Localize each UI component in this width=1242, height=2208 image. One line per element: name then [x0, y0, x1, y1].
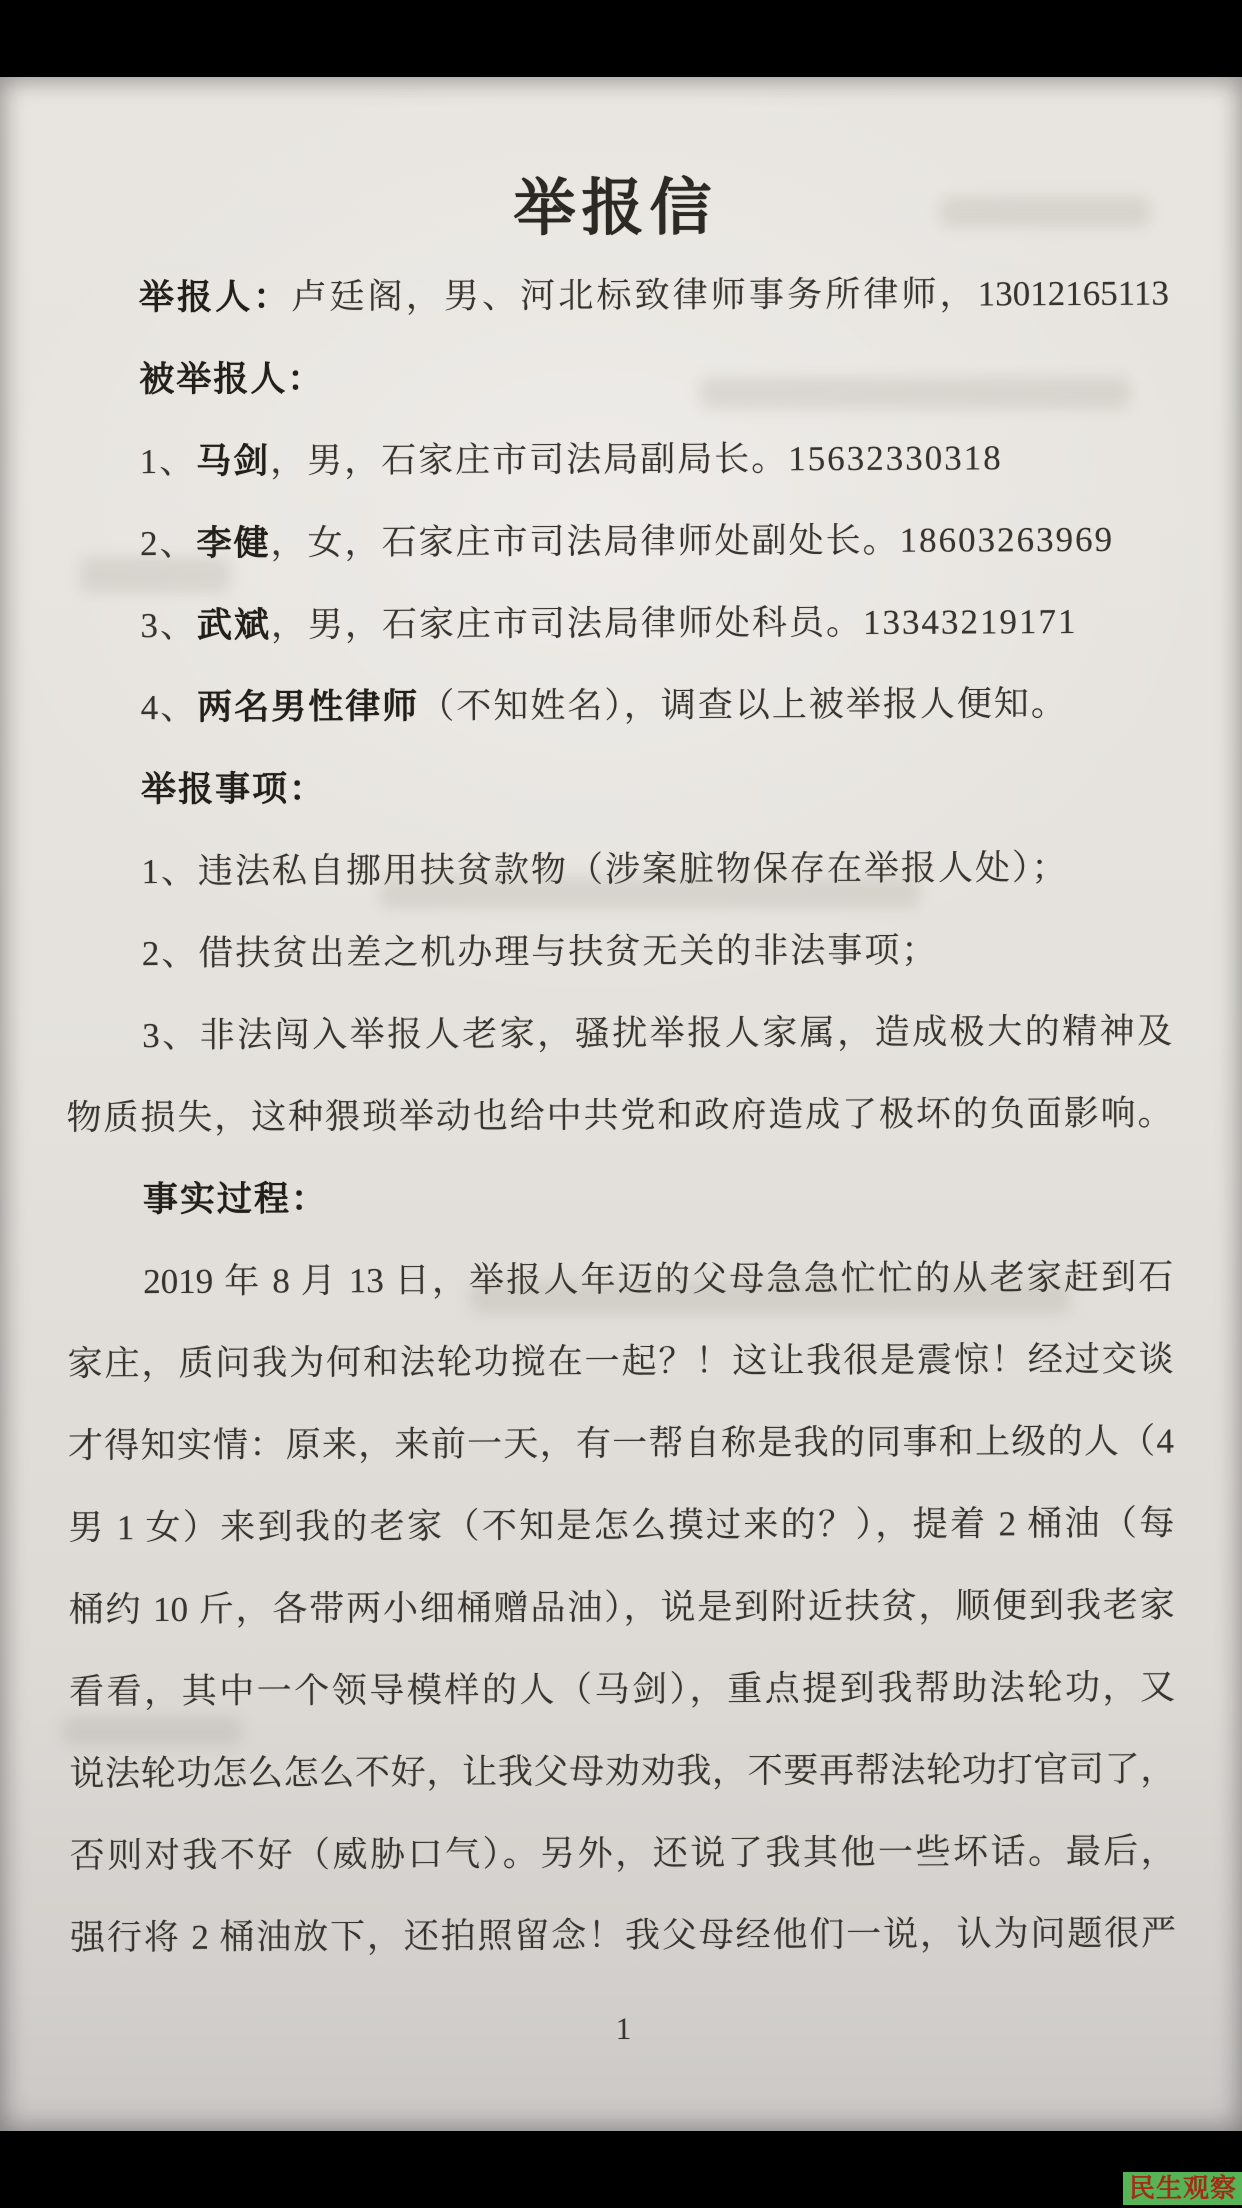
document-photo: [0, 77, 1242, 2131]
text-segment: 4、: [140, 687, 198, 728]
document-lines: [63, 253, 1177, 1980]
text-segment: 3、非法闯入举报人老家，骚扰举报人家属，造成极大的精神及: [142, 1011, 1173, 1056]
document-line: [65, 827, 1171, 914]
document-line: [65, 745, 1171, 832]
letterbox-top: [0, 0, 1242, 77]
document-page: [0, 74, 1242, 2061]
document-line: [69, 1565, 1175, 1652]
text-segment: ，男，石家庄市司法局副局长。15632330318: [270, 438, 1003, 481]
document-line: [64, 499, 1170, 586]
text-segment: （不知姓名），调查以上被举报人便知。: [419, 684, 1068, 726]
document-line: [67, 1319, 1173, 1406]
page-number: 1: [615, 2010, 632, 2047]
text-segment: 卢廷阁，男、河北标致律师事务所律师，13012165113: [291, 273, 1170, 317]
document-line: [67, 1237, 1173, 1324]
document-line: [65, 663, 1171, 750]
document-line: [68, 1401, 1174, 1488]
document-line: [63, 335, 1169, 422]
text-segment: 2、借扶贫出差之机办理与扶贫无关的非法事项；: [141, 930, 939, 974]
text-segment: 才得知实情：原来，来前一天，有一帮自称是我的同事和上级的人（4: [67, 1421, 1175, 1466]
document-line: [70, 1893, 1176, 1980]
document-line: [66, 1073, 1172, 1160]
document-line: [63, 417, 1169, 504]
text-segment: 马剑: [196, 441, 271, 481]
text-segment: 1、违法私自挪用扶贫款物（涉案脏物保存在举报人处）；: [141, 848, 1069, 892]
text-segment: 物质损失，这种猥琐举动也给中共党和政府造成了极坏的负面影响。: [66, 1093, 1173, 1138]
text-segment: 否则对我不好（威胁口气）。另外，还说了我其他一些坏话。最后，: [69, 1831, 1176, 1876]
letterbox-bottom: [0, 2131, 1242, 2208]
document-line: [66, 991, 1172, 1078]
document-line: [70, 1811, 1176, 1898]
text-segment: ，男，石家庄市司法局律师处科员。13343219171: [270, 602, 1078, 645]
text-segment: 2、: [139, 523, 197, 564]
text-segment: 1、: [139, 441, 197, 482]
text-segment: 李健: [196, 523, 271, 563]
text-segment: 事实过程：: [142, 1179, 328, 1220]
text-segment: 看看，其中一个领导模样的人（马剑），重点提到我帮助法轮功，又: [68, 1667, 1176, 1712]
document-line: [68, 1483, 1174, 1570]
text-segment: 说法轮功怎么怎么不好，让我父母劝劝我，不要再帮法轮功打官司了，: [69, 1749, 1176, 1794]
text-segment: 2019 年 8 月 13 日，举报人年迈的父母急急忙忙的从老家赶到石: [143, 1257, 1174, 1302]
document-line: [63, 253, 1169, 340]
text-segment: 举报事项：: [141, 769, 327, 810]
text-segment: 两名男性律师: [197, 686, 420, 727]
text-segment: 桶约 10 斤，各带两小细桶赠品油），说是到附近扶贫，顺便到我老家: [68, 1585, 1175, 1630]
text-segment: 举报人：: [138, 277, 292, 318]
text-segment: 强行将 2 桶油放下，还拍照留念！我父母经他们一说，认为问题很严: [70, 1913, 1177, 1958]
watermark-badge: 民生观察: [1123, 2172, 1242, 2205]
text-segment: 家庄，质问我为何和法轮功搅在一起？！这让我很是震惊！经过交谈: [67, 1339, 1174, 1384]
text-segment: 被举报人：: [139, 359, 325, 400]
text-segment: 3、: [140, 605, 197, 646]
document-title: 举报信: [513, 174, 718, 244]
text-segment: 武斌: [196, 605, 272, 645]
text-segment: 男 1 女）来到我的老家（不知是怎么摸过来的？），提着 2 桶油（每: [68, 1503, 1175, 1548]
document-line: [69, 1647, 1175, 1734]
text-segment: ，女，石家庄市司法局律师处副处长。18603263969: [270, 519, 1115, 563]
document-line: [67, 1155, 1173, 1242]
document-line: [66, 909, 1172, 996]
document-line: [69, 1729, 1175, 1816]
document-line: [64, 581, 1170, 668]
